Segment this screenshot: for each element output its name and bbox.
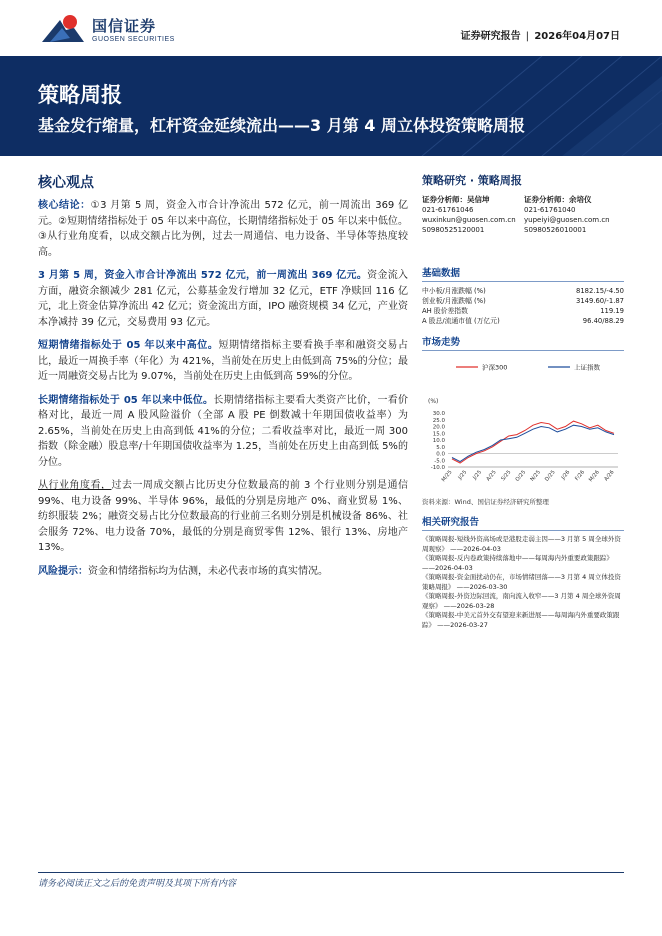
x-tick-label: J/25 (457, 469, 469, 481)
x-tick-label: M/25 (440, 469, 454, 484)
long-term-label: 长期情绪指标处于 05 年以来中低位。 (38, 394, 214, 406)
analyst-role: 证券分析师： (422, 195, 467, 204)
analyst-list (422, 195, 624, 257)
y-tick-label: 5.0 (436, 444, 445, 451)
related-report-item[interactable]: 《策略周报-反内卷政策持续落地中——每周海内外重要政策跟踪》 ——2026-04-03 (422, 554, 613, 572)
basic-data-row (422, 296, 624, 306)
basic-data-label: AH 股价差指数 (422, 307, 468, 315)
x-tick-label: J/26 (560, 469, 572, 481)
x-tick-label: A/26 (603, 469, 616, 483)
logo-text-cn: 国信证券 (92, 17, 157, 35)
separator: | (525, 31, 530, 42)
analyst-name: 余培仪 (569, 195, 592, 204)
basic-data-row (422, 306, 624, 316)
analyst-cert: S0980525120001 (422, 226, 485, 234)
series-line (452, 421, 614, 463)
y-tick-label: 30.0 (432, 411, 445, 417)
related-report-item[interactable]: 《策略周报-资金面扰动仍在，市场情绪回落——3 月第 4 周立体投资策略周报》 ——2026-03-30 (422, 573, 621, 591)
short-term-sentiment-paragraph (38, 338, 408, 385)
fund-flow-paragraph (38, 268, 408, 330)
basic-data-table (422, 286, 624, 326)
report-date: 2026年04月07日 (534, 31, 620, 42)
industry-lead: 从行业角度看， (38, 480, 112, 491)
core-conclusion-label: 核心结论： (38, 200, 91, 211)
related-report-item[interactable]: 《策略周报-短线外资高场或是港股走弱主因——3 月第 5 周全球外资周观察》 ——2026-04-03 (422, 535, 621, 553)
report-category-title: 策略周报 (38, 83, 122, 107)
y-tick-label: 10.0 (432, 438, 445, 444)
fund-flow-text: 资金流入方面，融资余额减少 281 亿元，公募基金发行增加 32 亿元，ETF 净赎回 116 亿元，北上资金估算净流出 42 亿元；资金流出方面，IPO 融资规模 34 亿元，产业资本净减持 39 亿元，交易费用 93 亿元。 (38, 270, 408, 328)
report-title: 基金发行缩量，杠杆资金延续流出——3 月第 4 周立体投资策略周报 (38, 116, 525, 135)
analyst-email[interactable]: yupeiyi@guosen.com.cn (524, 216, 610, 224)
sidebar-category: 策略研究 · 策略周报 (422, 174, 522, 187)
fund-flow-label: 3 月第 5 周，资金入市合计净流出 572 亿元，前一周流出 369 亿元。 (38, 270, 368, 281)
risk-label: 风险提示： (38, 565, 88, 577)
y-tick-label: -10.0 (430, 465, 445, 471)
title-banner (0, 56, 662, 156)
analyst-role: 证券分析师： (524, 195, 569, 204)
footer-divider (38, 872, 624, 873)
series-line (452, 425, 614, 461)
related-reports-list (422, 535, 624, 630)
legend-label: 沪深300 (482, 363, 508, 372)
short-term-text: 短期情绪指标主要看换手率和融资交易占比，最近一周换手率（年化）为 421%，当前处在历史上由低到高 75%的分位；最近一周融资交易占比为 9.07%，当前处在历史上由低到高 59%的分位。 (38, 340, 408, 382)
guosen-logo-icon (40, 12, 86, 46)
basic-data-label: 创业板/月涨跌幅 (%) (422, 297, 486, 305)
logo-text-en: GUOSEN SECURITIES (92, 36, 175, 43)
x-tick-label: J/25 (472, 469, 483, 481)
core-conclusion (38, 198, 408, 260)
risk-paragraph (38, 564, 408, 580)
x-tick-label: N/25 (529, 469, 542, 483)
basic-data-row (422, 286, 624, 296)
basic-data-label: 中小板/月涨跌幅 (%) (422, 287, 486, 295)
report-type: 证券研究报告 (460, 31, 521, 42)
y-tick-label: 15.0 (432, 431, 445, 438)
analyst-phone: 021-61761046 (422, 206, 474, 214)
basic-data-value: 8182.15/-4.50 (576, 287, 624, 295)
y-tick-label: 20.0 (432, 424, 445, 431)
basic-data-row (422, 316, 624, 326)
analyst-cert: S0980526010001 (524, 226, 587, 234)
analyst-card (524, 195, 624, 235)
x-tick-label: F/26 (574, 469, 587, 482)
footer-disclaimer: 请务必阅读正文之后的免责声明及其项下所有内容 (38, 879, 237, 889)
industry-text: 过去一周成交额占比历史分位数最高的前 3 个行业则分别是通信 99%、电力设备 99%、半导体 96%，最低的分别是房地产 0%、商业贸易 1%、纺织服装 2%；融资交易占比分位数最高的行业前三名则分别是机械设备 86%、社会服务 72%、电力设备 70%，最低的分别是商贸零售 12%、银行 13%、房地产 13%。 (38, 480, 408, 553)
analyst-email[interactable]: wuxinkun@guosen.com.cn (422, 216, 516, 224)
basic-data-heading: 基础数据 (422, 265, 624, 282)
basic-data-value: 3149.60/-1.87 (576, 297, 624, 305)
section-heading: 核心观点 (38, 175, 94, 191)
x-tick-label: O/25 (514, 469, 528, 483)
report-meta (461, 27, 620, 42)
sidebar (422, 172, 624, 630)
y-tick-label: 0.0 (436, 451, 445, 458)
short-term-label: 短期情绪指标处于 05 年以来中高位。 (38, 340, 219, 351)
related-reports-heading: 相关研究报告 (422, 514, 624, 531)
analyst-phone: 021-61761040 (524, 206, 576, 214)
long-term-text: 长期情绪指标主要看大类资产比价，一看价格对比，最近一周 A 股风险溢价（全部 A 股 PE 倒数减十年期国债收益率）为 2.65%，当前处在历史上由高到低 41%的分位；二看收益率对比，最近一周 300 指数（除金融）股息率/十年期国债收益率为 1.25，当前处在历史上由高到低 5%的分位。 (38, 394, 408, 468)
x-tick-label: M/26 (587, 469, 601, 484)
basic-data-value: 96.40/88.29 (582, 317, 624, 325)
basic-data-value: 119.19 (600, 307, 624, 315)
market-trend-heading: 市场走势 (422, 334, 624, 351)
x-tick-label: S/25 (500, 469, 513, 483)
banner-decoration (402, 56, 662, 156)
y-axis-unit: (%) (428, 398, 439, 405)
y-tick-label: -5.0 (434, 458, 445, 465)
legend-label: 上证指数 (574, 363, 600, 372)
market-trend-svg (422, 355, 624, 495)
long-term-sentiment-paragraph (38, 393, 408, 471)
x-tick-label: D/25 (544, 469, 557, 483)
analyst-card (422, 195, 522, 235)
market-trend-chart (422, 355, 624, 495)
x-tick-label: A/25 (485, 469, 498, 483)
industry-paragraph (38, 478, 408, 556)
risk-text: 资金和情绪指标均为估测，未必代表市场的真实情况。 (88, 565, 328, 577)
chart-source: 资料来源：Wind、国信证券经济研究所整理 (422, 498, 549, 506)
core-viewpoints (38, 172, 408, 587)
basic-data-label: A 股总/流通市值 (万亿元) (422, 317, 500, 325)
core-conclusion-text: ①3 月第 5 周，资金入市合计净流出 572 亿元，前一周流出 369 亿元。②短期情绪指标处于 05 年以来中高位，长期情绪指标处于 05 年以来中低位。③从行业角度看，以成交额占比为例，过去一周通信、电力设备、半导体等热度较高。 (38, 200, 409, 258)
related-report-item[interactable]: 《策略周报-中美元首外交有望迎来新进展——每周海内外重要政策跟踪》 ——2026-03-27 (422, 611, 620, 629)
analyst-name: 吴信坤 (467, 195, 490, 204)
y-tick-label: 25.0 (432, 417, 445, 424)
guosen-logo (40, 10, 190, 50)
related-report-item[interactable]: 《策略周报-外资边际回流，南向流入收窄——3 月第 4 周全球外资周观察》 ——2026-03-28 (422, 592, 621, 610)
